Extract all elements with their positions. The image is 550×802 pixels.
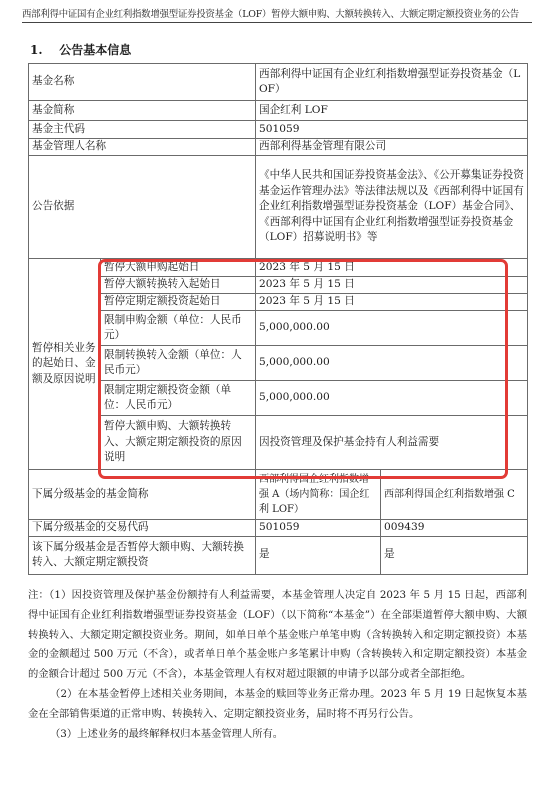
share-class-c-flag: 是: [381, 536, 528, 574]
table-row: [29, 101, 528, 121]
note-1: 注：（1）因投资管理及保护基金份额持有人利益需要，本基金管理人决定自 2023 年 5 月 15 日起，西部利得中证国有企业红利指数增强型证券投资基金（LOF）（以下简称“本基金”）在全部渠道暂停大额申购、大额转换转入、大额定期定额投资业务。期间，如单日单个基金账户单笔申购（含转换转入和定期定额投资）本基金的金额超过 500 万元（不含），或者单日单个基金账户多笔累计申购（含转换转入和定期定额投资）本基金的金额合计超过 500 万元（不含），本基金管理人有权对超过限额的申请予以部分或者全部拒绝。: [28, 589, 527, 681]
suspension-value: 5,000,000.00: [256, 381, 528, 416]
section-number: 1.: [30, 43, 43, 57]
share-class-code-label: 下属分级基金的交易代码: [29, 520, 256, 537]
row-value: 国企红利 LOF: [256, 101, 528, 121]
highlight-box: [98, 259, 508, 479]
suspension-label: 暂停大额转换转入起始日: [101, 277, 256, 294]
suspension-value: 2023 年 5 月 15 日: [256, 277, 528, 294]
row-label: 基金主代码: [29, 121, 256, 139]
table-row: [29, 156, 528, 259]
document-header: 西部利得中证国有企业红利指数增强型证券投资基金（LOF）暂停大额申购、大额转换转入、大额定期定额投资业务的公告: [22, 9, 519, 20]
share-class-c-code: 009439: [381, 520, 528, 537]
share-class-c-name: 西部利得国企红利指数增强 C: [381, 470, 528, 520]
row-value: 《中华人民共和国证券投资基金法》、《公开募集证券投资基金运作管理办法》等法律法规以及《西部利得中证国有企业红利指数增强型证券投资基金（LOF）基金合同》、《西部利得中证国有企业红利指数增强型证券投资基金（LOF）招募说明书》等: [256, 156, 528, 259]
row-label: 基金名称: [29, 64, 256, 101]
suspension-label: 限制转换转入金额（单位：人民币元）: [101, 346, 256, 381]
suspension-label: 暂停定期定额投资起始日: [101, 294, 256, 311]
row-label: 公告依据: [29, 156, 256, 259]
suspension-value: 2023 年 5 月 15 日: [256, 259, 528, 277]
row-value: 西部利得中证国有企业红利指数增强型证券投资基金（LOF）: [256, 64, 528, 101]
header-rule: [22, 22, 532, 23]
section-title-text: 公告基本信息: [59, 43, 132, 57]
suspension-label: 限制申购金额（单位：人民币元）: [101, 311, 256, 346]
share-class-a-name: 西部利得国企红利指数增强 A（场内简称：国企红利 LOF）: [256, 470, 381, 520]
row-label: 基金管理人名称: [29, 139, 256, 156]
table-row: [29, 64, 528, 101]
suspension-value: 因投资管理及保护基金持有人利益需要: [256, 416, 528, 470]
section-title: [30, 41, 131, 58]
row-value: 501059: [256, 121, 528, 139]
share-class-a-code: 501059: [256, 520, 381, 537]
share-class-a-flag: 是: [256, 536, 381, 574]
note-3: （3）上述业务的最终解释权归本基金管理人所有。: [50, 727, 284, 740]
table-row: [29, 536, 528, 574]
share-class-flag-label: 该下属分级基金是否暂停大额申购、大额转换转入、大额定期定额投资: [29, 536, 256, 574]
note-2: （2）在本基金暂停上述相关业务期间，本基金的赎回等业务正常办理。2023 年 5 月 19 日起恢复本基金在全部销售渠道的正常申购、转换转入、定期定额投资业务，届时将不再另行公告。: [28, 687, 527, 720]
notes-section: [28, 586, 527, 744]
row-label: 基金简称: [29, 101, 256, 121]
row-value: 西部利得基金管理有限公司: [256, 139, 528, 156]
suspension-value: 5,000,000.00: [256, 311, 528, 346]
share-class-name-label: 下属分级基金的基金简称: [29, 470, 256, 520]
table-row: [29, 520, 528, 537]
suspension-label: 限制定期定额投资金额（单位：人民币元）: [101, 381, 256, 416]
suspension-label: 暂停大额申购起始日: [101, 259, 256, 277]
table-row: [29, 139, 528, 156]
suspension-value: 2023 年 5 月 15 日: [256, 294, 528, 311]
suspension-group-label: 暂停相关业务的起始日、金额及原因说明: [29, 259, 101, 470]
suspension-label: 暂停大额申购、大额转换转入、大额定期定额投资的原因说明: [101, 416, 256, 470]
table-row: [29, 121, 528, 139]
suspension-value: 5,000,000.00: [256, 346, 528, 381]
